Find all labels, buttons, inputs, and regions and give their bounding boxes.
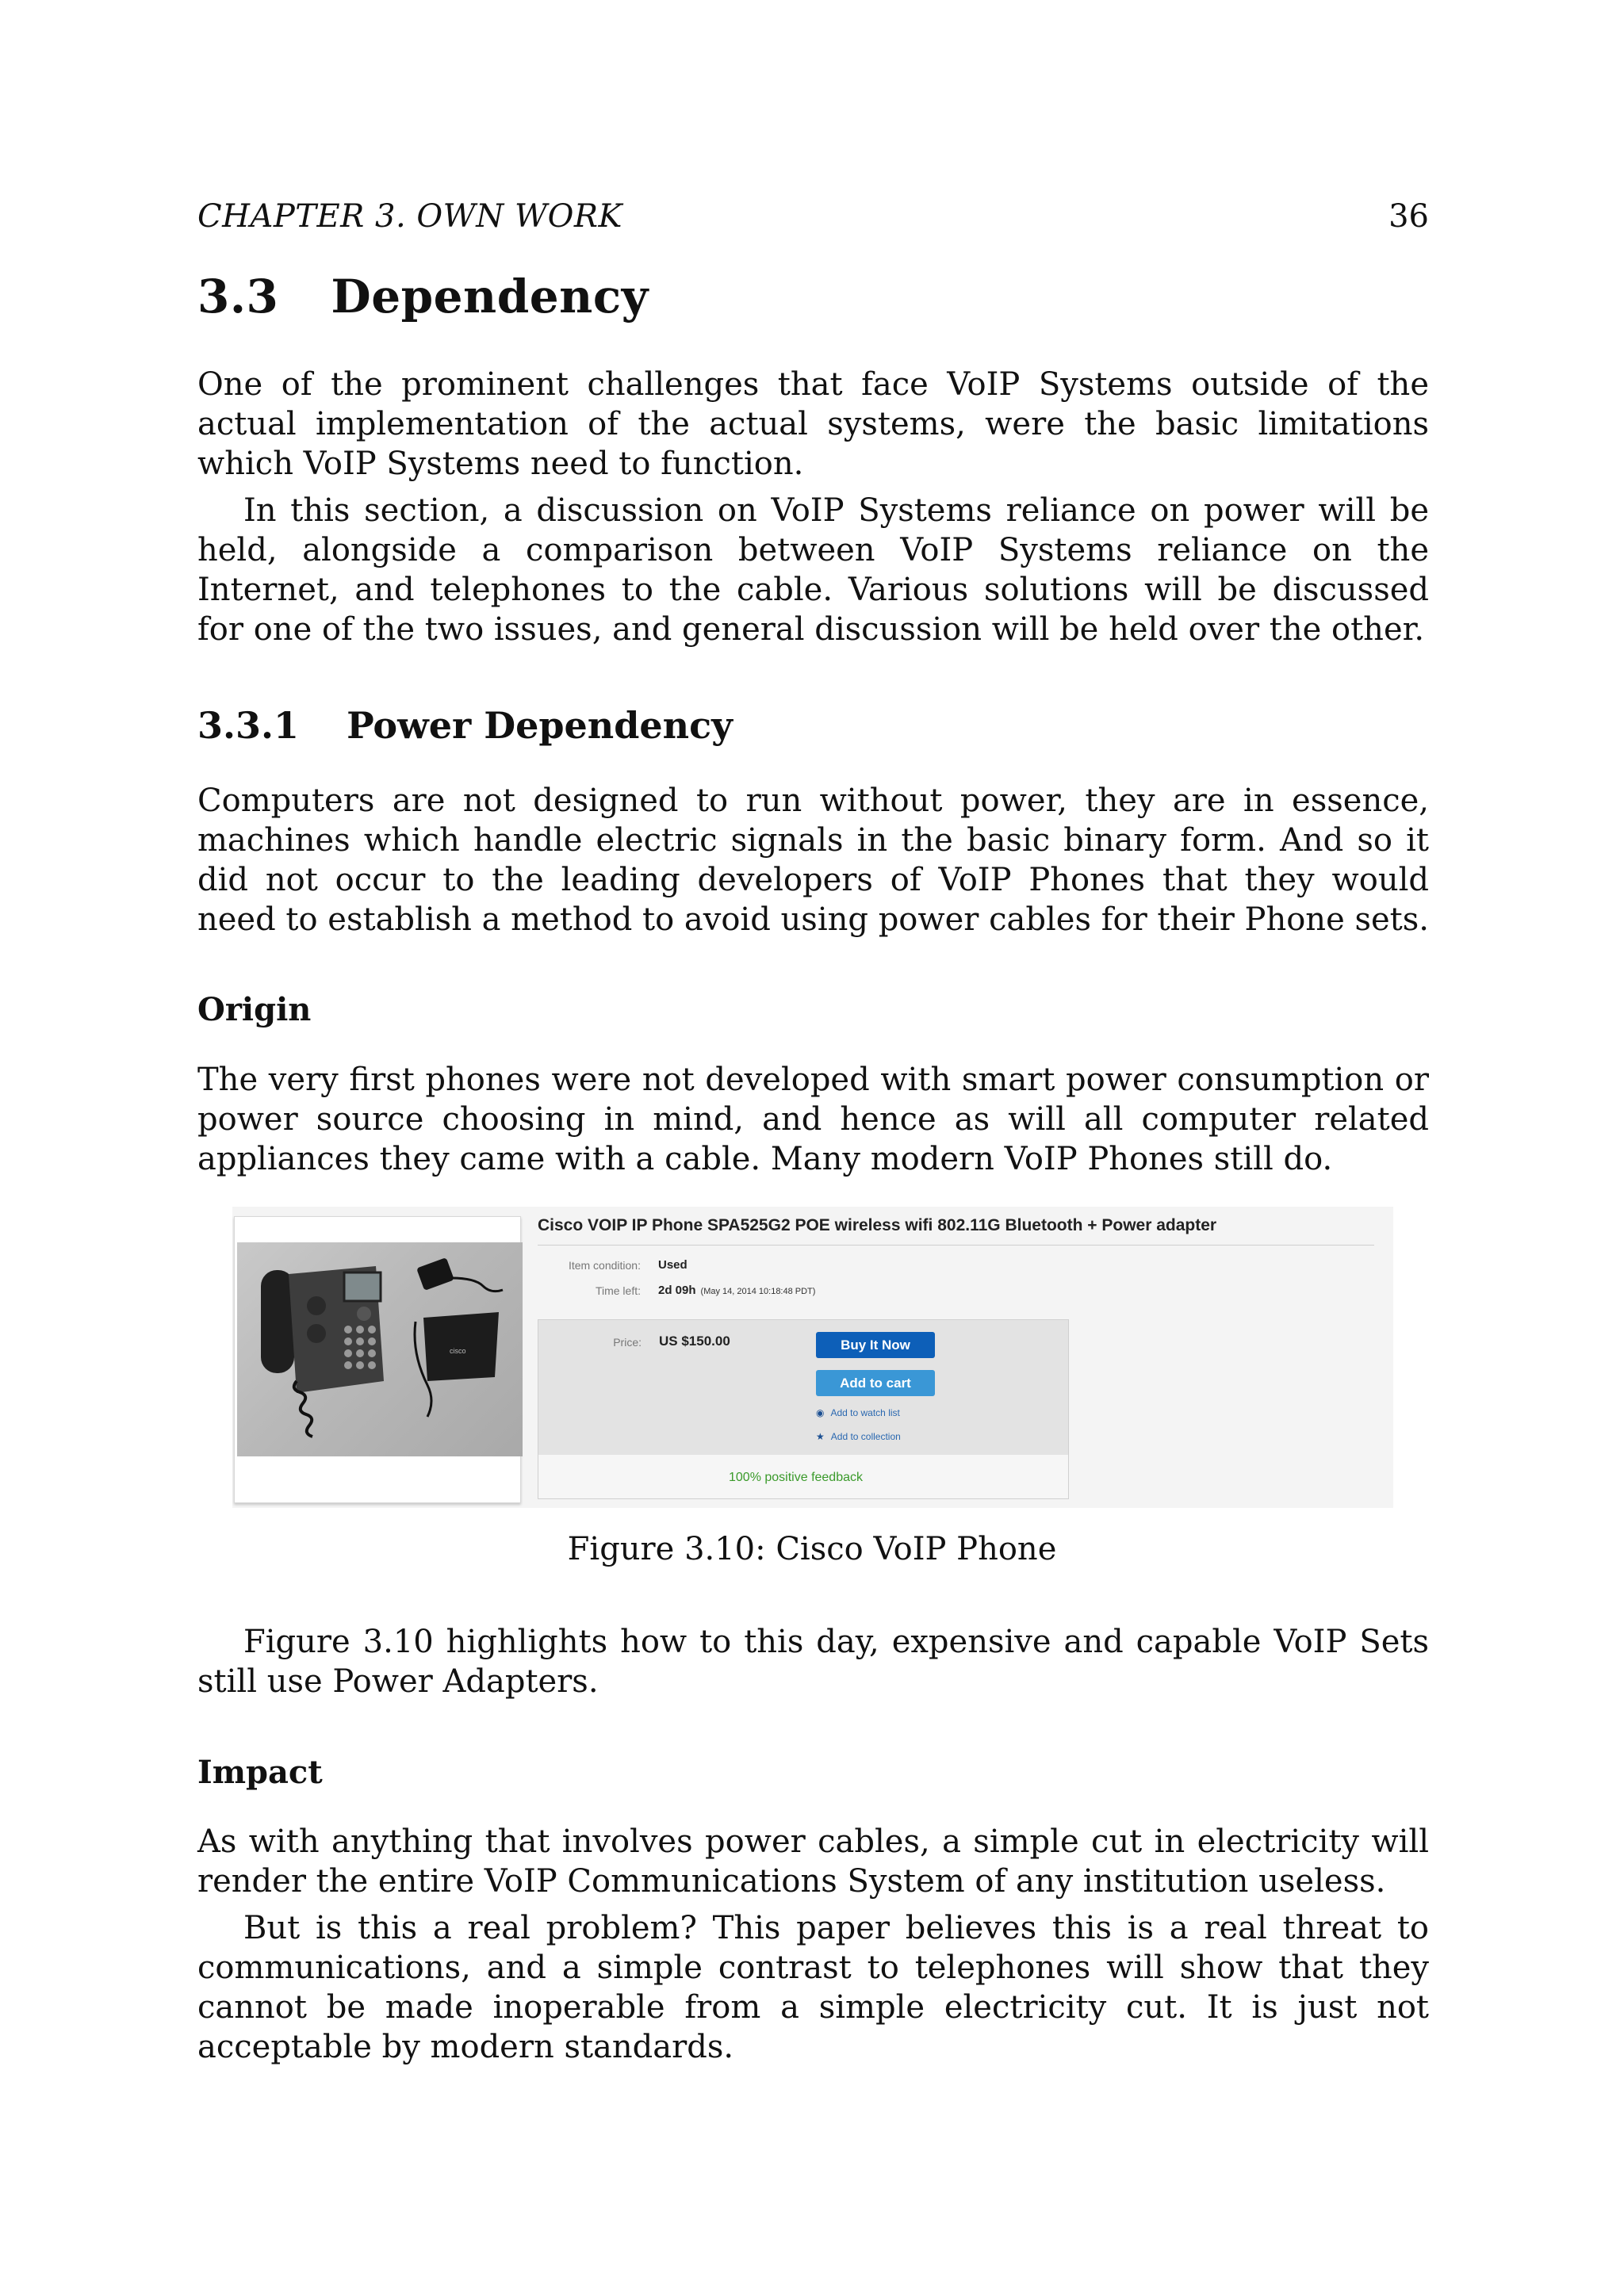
listing-title: Cisco VOIP IP Phone SPA525G2 POE wireless wifi 802.11G Bluetooth + Power adapter bbox=[538, 1216, 1217, 1234]
figure-reference-paragraph: Figure 3.10 highlights how to this day, expensive and capable VoIP Sets still use Power Adapters. bbox=[197, 1624, 1429, 1700]
subsection-title: Power Dependency bbox=[347, 704, 733, 747]
listing-panel bbox=[538, 1207, 1378, 1508]
time-left-duration: 2d 09h bbox=[658, 1284, 696, 1297]
listing-divider bbox=[538, 1245, 1374, 1246]
impact-heading: Impact bbox=[197, 1754, 323, 1791]
subsection-number: 3.3.1 bbox=[197, 704, 300, 747]
impact-paragraph-2: But is this a real problem? This paper believes this is a real threat to communications, and a simple contrast to telephones will show that they cannot be made inoperable from a simple electricity cut. It is just not acceptable by modern standards. bbox=[197, 1910, 1429, 2065]
product-photo bbox=[237, 1242, 523, 1456]
time-left-label: Time left: bbox=[595, 1284, 641, 1297]
section-title: Dependency bbox=[331, 270, 649, 323]
intro-paragraph-2: In this section, a discussion on VoIP Systems reliance on power will be held, alongside a comparison between VoIP Systems reliance on the Internet, and telephones to the cable. Various solutions will be discussed for one of the two issues, and general discussion will be held over the other. bbox=[197, 492, 1429, 648]
buy-it-now-button[interactable]: Buy It Now bbox=[816, 1332, 935, 1358]
section-number: 3.3 bbox=[197, 270, 279, 323]
figure-caption: Figure 3.10: Cisco VoIP Phone bbox=[567, 1531, 1057, 1567]
cisco-phone-image bbox=[237, 1242, 523, 1456]
condition-label: Item condition: bbox=[568, 1259, 641, 1272]
page-number: 36 bbox=[1388, 198, 1429, 235]
svg-text:cisco: cisco bbox=[450, 1347, 466, 1355]
price-value: US $150.00 bbox=[659, 1334, 730, 1349]
section-heading bbox=[197, 270, 649, 323]
time-left-value bbox=[658, 1284, 815, 1297]
origin-paragraph: The very first phones were not developed with smart power consumption or power source choosing in mind, and hence as will all computer related appliances they came with a cable. Many modern VoIP Phones still do. bbox=[197, 1062, 1429, 1177]
time-left-detail: (May 14, 2014 10:18:48 PDT) bbox=[700, 1287, 816, 1296]
collection-link[interactable] bbox=[816, 1431, 901, 1442]
watch-list-label: Add to watch list bbox=[830, 1407, 900, 1418]
impact-paragraph-1: As with anything that involves power cables, a simple cut in electricity will render the entire VoIP Communications System of any institution useless. bbox=[197, 1823, 1429, 1900]
power-paragraph: Computers are not designed to run without power, they are in essence, machines which handle electric signals in the basic binary form. And so it did not occur to the leading developers of VoIP Phones that they would need to establish a method to avoid using power cables for their Phone sets. bbox=[197, 783, 1429, 938]
star-icon: ★ bbox=[816, 1431, 825, 1442]
eye-icon: ◉ bbox=[816, 1407, 825, 1418]
chapter-heading: CHAPTER 3. OWN WORK bbox=[197, 198, 622, 235]
figure-ebay-listing bbox=[232, 1207, 1393, 1508]
add-to-cart-button[interactable]: Add to cart bbox=[816, 1370, 935, 1396]
price-label: Price: bbox=[613, 1336, 642, 1349]
subsection-heading bbox=[197, 704, 733, 747]
buy-box bbox=[538, 1319, 1069, 1499]
origin-heading: Origin bbox=[197, 991, 312, 1028]
watch-list-link[interactable] bbox=[816, 1407, 900, 1418]
positive-feedback: 100% positive feedback bbox=[729, 1471, 863, 1484]
intro-paragraph-1: One of the prominent challenges that face VoIP Systems outside of the actual implementation of the actual systems, were the basic limitations which VoIP Systems need to function. bbox=[197, 366, 1429, 482]
running-header bbox=[197, 198, 1429, 235]
condition-value: Used bbox=[658, 1258, 688, 1272]
collection-label: Add to collection bbox=[830, 1431, 901, 1442]
